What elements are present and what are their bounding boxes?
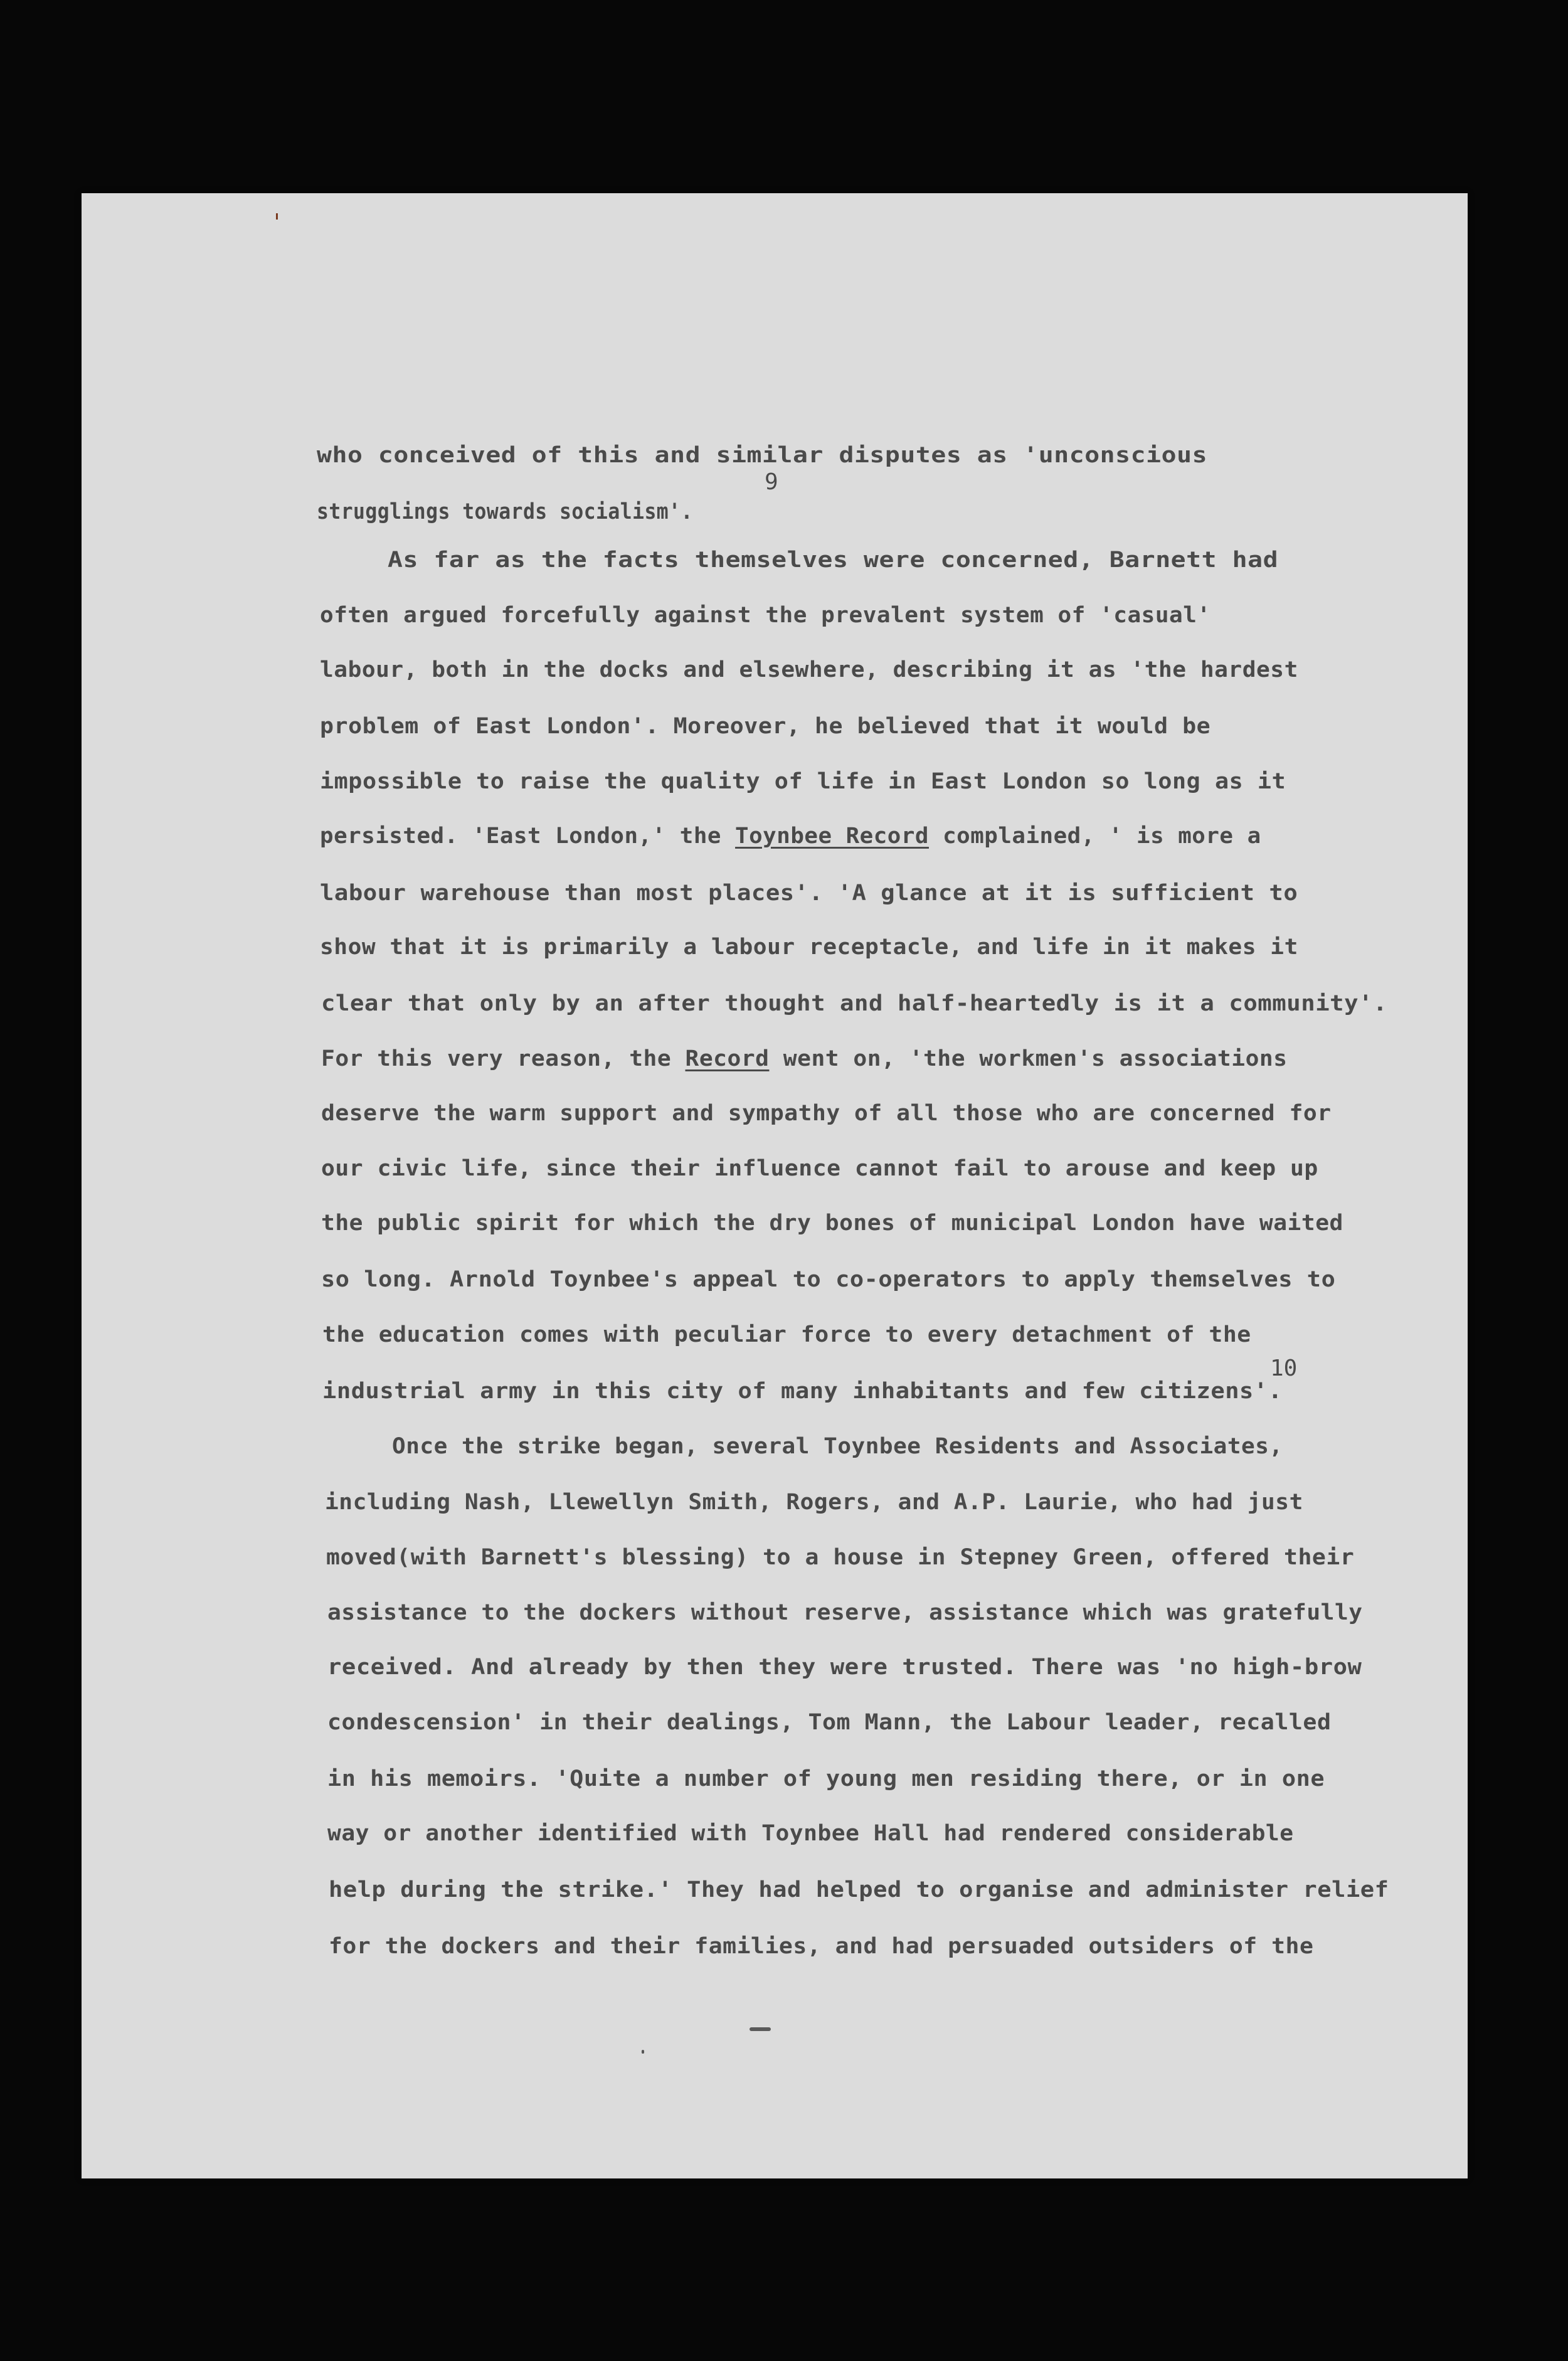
text-segment: often argued forcefully against the prevalent system of 'casual' [320, 603, 1211, 628]
text-segment: moved(with Barnett's blessing) to a house in Stepney Green, offered their [326, 1545, 1355, 1570]
text-segment: labour warehouse than most places'. 'A glance at it is sufficient to [320, 881, 1298, 906]
text-line [321, 1101, 1332, 1126]
text-segment: As far as the facts themselves were concerned, Barnett had [388, 548, 1279, 573]
text-segment: persisted. 'East London,' the [320, 824, 736, 849]
text-segment: for the dockers and their families, and had persuaded outsiders of the [329, 1934, 1314, 1959]
text-line [388, 548, 1278, 573]
text-segment: clear that only by an after thought and half-heartedly is it a community'. [321, 991, 1388, 1016]
text-line [320, 603, 1211, 628]
ink-speck [642, 2050, 644, 2054]
text-segment: the education comes with peculiar force to every detachment of the [322, 1322, 1251, 1347]
text-line [327, 1655, 1362, 1680]
text-line [327, 1710, 1332, 1735]
text-line [322, 1379, 1283, 1404]
text-segment: complained, ' is more a [929, 824, 1261, 849]
underlined-title: Toynbee Record [735, 824, 930, 849]
text-segment: way or another identified with Toynbee Hall had rendered considerable [327, 1821, 1294, 1846]
footnote-number: 9 [765, 469, 778, 495]
text-line [327, 1766, 1325, 1791]
text-segment: problem of East London'. Moreover, he believed that it would be [320, 714, 1211, 739]
text-line [322, 1322, 1251, 1347]
text-segment: condescension' in their dealings, Tom Mann, the Labour leader, recalled [327, 1710, 1332, 1735]
text-line [321, 1211, 1343, 1236]
text-segment: For this very reason, the [321, 1046, 686, 1071]
text-segment: strugglings towards socialism'. [317, 499, 693, 524]
underlined-title: Record [685, 1046, 770, 1071]
text-segment: who conceived of this and similar disputes as 'unconscious [317, 443, 1208, 468]
text-line [392, 1434, 1283, 1459]
text-segment: industrial army in this city of many inhabitants and few citizens'. [322, 1379, 1283, 1404]
text-segment: Once the strike began, several Toynbee Residents and Associates, [392, 1434, 1283, 1459]
text-line [320, 824, 1261, 849]
text-line [320, 714, 1210, 739]
text-line [321, 1156, 1318, 1181]
text-segment: so long. Arnold Toynbee's appeal to co-operators to apply themselves to [321, 1267, 1336, 1292]
text-line [329, 1877, 1389, 1902]
footnote-number: 10 [1270, 1356, 1298, 1381]
text-segment: our civic life, since their influence cannot fail to arouse and keep up [321, 1156, 1318, 1181]
text-segment: the public spirit for which the dry bones of municipal London have waited [321, 1211, 1343, 1236]
text-line [317, 499, 693, 524]
text-line [321, 1267, 1335, 1292]
text-line [327, 1821, 1294, 1846]
text-line [320, 881, 1298, 906]
text-line [320, 935, 1298, 960]
text-segment: including Nash, Llewellyn Smith, Rogers, and A.P. Laurie, who had just [325, 1490, 1303, 1515]
page-number-mark [750, 2027, 771, 2031]
text-line [326, 1545, 1354, 1570]
text-line [321, 991, 1387, 1016]
text-segment: impossible to raise the quality of life in East London so long as it [320, 769, 1286, 794]
edge-mark [276, 213, 278, 220]
text-line [321, 1046, 1288, 1071]
typescript-page [82, 193, 1468, 2178]
text-line [320, 769, 1286, 794]
text-segment: assistance to the dockers without reserve, assistance which was gratefully [327, 1600, 1363, 1625]
text-line [317, 443, 1207, 468]
text-line [325, 1490, 1303, 1515]
text-segment: help during the strike.' They had helped to organise and administer relief [329, 1877, 1389, 1902]
text-segment: went on, 'the workmen's associations [769, 1046, 1288, 1071]
text-line [327, 1600, 1363, 1625]
text-segment: labour, both in the docks and elsewhere, describing it as 'the hardest [320, 657, 1298, 682]
text-segment: in his memoirs. 'Quite a number of young men residing there, or in one [327, 1766, 1325, 1791]
text-segment: received. And already by then they were trusted. There was 'no high-brow [327, 1655, 1362, 1680]
text-line [320, 657, 1298, 682]
text-segment: show that it is primarily a labour receptacle, and life in it makes it [320, 935, 1298, 960]
text-segment: deserve the warm support and sympathy of all those who are concerned for [321, 1101, 1332, 1126]
text-line [329, 1934, 1313, 1959]
